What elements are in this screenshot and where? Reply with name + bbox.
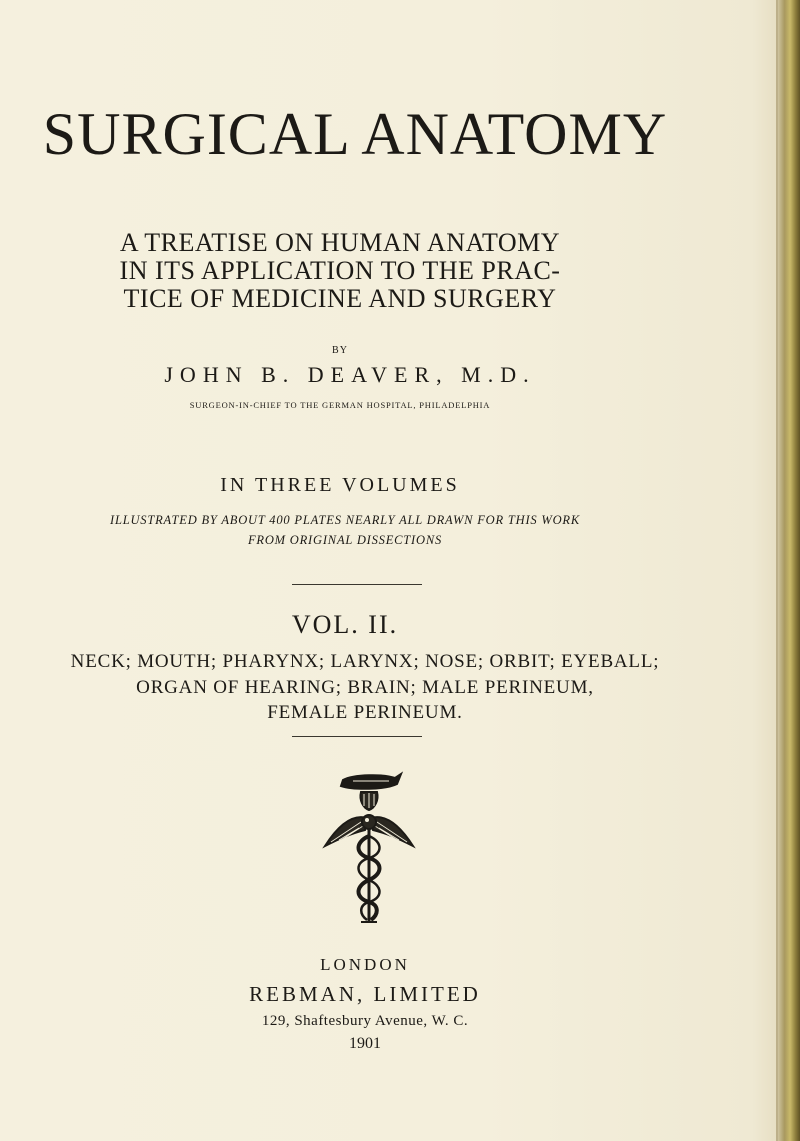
volume-count: IN THREE VOLUMES [220, 474, 460, 496]
illustration-note-line-2: FROM ORIGINAL DISSECTIONS [247, 533, 443, 547]
publisher-address: 129, Shaftesbury Avenue, W. C. [261, 1013, 469, 1029]
book-binding [778, 0, 800, 1141]
book-title: SURGICAL ANATOMY [42, 101, 668, 167]
publisher-city: LONDON [320, 955, 410, 974]
subtitle-line-3: TICE OF MEDICINE AND SURGERY [123, 284, 557, 313]
by-label: BY [332, 345, 348, 356]
divider-rule [292, 736, 422, 737]
publication-year: 1901 [349, 1035, 381, 1052]
contents-line-3: FEMALE PERINEUM. [267, 702, 463, 723]
contents-line-2: ORGAN OF HEARING; BRAIN; MALE PERINEUM, [136, 677, 594, 698]
volume-number: VOL. II. [291, 610, 399, 639]
publisher-name: REBMAN, LIMITED [249, 982, 481, 1006]
subtitle-line-2: IN ITS APPLICATION TO THE PRAC- [119, 256, 561, 285]
contents-line-1: NECK; MOUTH; PHARYNX; LARYNX; NOSE; ORBIT; EYEBALL; [70, 651, 660, 672]
subtitle-line-1: A TREATISE ON HUMAN ANATOMY [119, 228, 561, 257]
illustration-note-line-1: ILLUSTRATED BY ABOUT 400 PLATES NEARLY ALL DRAWN FOR THIS WORK [110, 513, 580, 527]
author-role: SURGEON-IN-CHIEF TO THE GERMAN HOSPITAL, PHILADELPHIA [189, 400, 491, 410]
caduceus-icon [309, 770, 429, 930]
author-name: JOHN B. DEAVER, M.D. [164, 362, 536, 387]
divider-rule [292, 584, 422, 585]
